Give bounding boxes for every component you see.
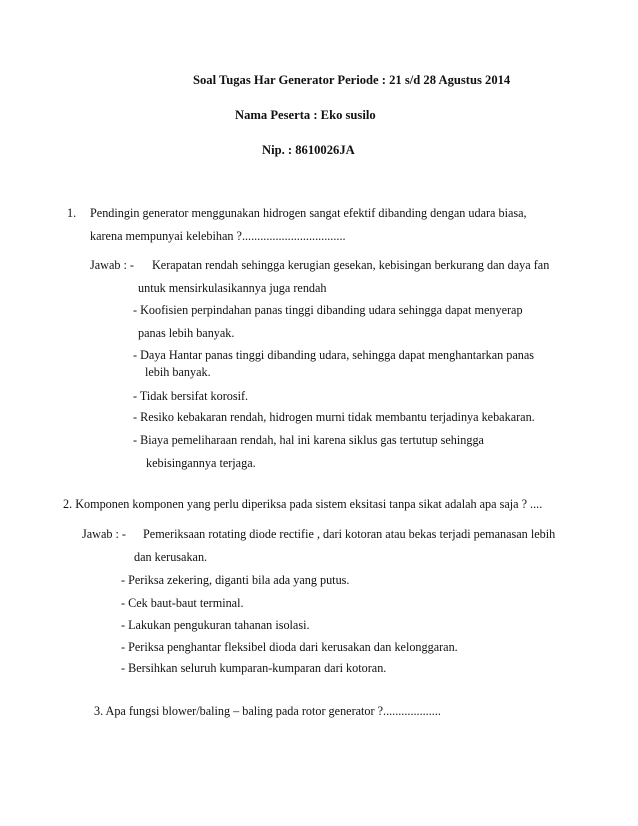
question-3: 3. Apa fungsi blower/baling – baling pada rotor generator ?................... <box>94 704 441 718</box>
answer-item-continued: lebih banyak. <box>145 365 211 379</box>
answer-label: Jawab : - <box>82 527 126 541</box>
answer-item-continued: kebisingannya terjaga. <box>146 456 256 470</box>
answer-item: Pemeriksaan rotating diode rectifie , dari kotoran atau bekas terjadi pemanasan lebih <box>143 527 556 541</box>
participant-name: Nama Peserta : Eko susilo <box>235 108 376 122</box>
question-text: Pendingin generator menggunakan hidrogen sangat efektif dibanding dengan udara biasa, <box>90 206 527 220</box>
answer-item: - Bersihkan seluruh kumparan-kumparan dari kotoran. <box>121 661 387 675</box>
question-text: 2. Komponen komponen yang perlu diperiksa pada sistem eksitasi tanpa sikat adalah apa saja ? .... <box>63 497 543 511</box>
answer-item-continued: untuk mensirkulasikannya juga rendah <box>138 281 327 295</box>
answer-item-continued: dan kerusakan. <box>134 550 208 564</box>
answer-item: - Daya Hantar panas tinggi dibanding udara, sehingga dapat menghantarkan panas <box>133 348 535 362</box>
answer-item: - Tidak bersifat korosif. <box>133 389 249 403</box>
answer-item: - Biaya pemeliharaan rendah, hal ini karena siklus gas tertutup sehingga <box>133 433 484 447</box>
answer-item: Kerapatan rendah sehingga kerugian gesekan, kebisingan berkurang dan daya fan <box>152 258 550 272</box>
answer-item-continued: panas lebih banyak. <box>138 326 235 340</box>
answer-item: - Resiko kebakaran rendah, hidrogen murni tidak membantu terjadinya kebakaran. <box>133 410 535 424</box>
answer-item: - Cek baut-baut terminal. <box>121 596 244 610</box>
participant-nip: Nip. : 8610026JA <box>262 143 355 157</box>
answer-item: - Periksa zekering, diganti bila ada yang putus. <box>121 573 350 587</box>
question-text-continued: karena mempunyai kelebihan ?.................................. <box>90 229 346 243</box>
answer-item: - Lakukan pengukuran tahanan isolasi. <box>121 618 310 632</box>
answer-item: - Koofisien perpindahan panas tinggi dibanding udara sehingga dapat menyerap <box>133 303 523 317</box>
answer-label: Jawab : - <box>90 258 134 272</box>
document-title: Soal Tugas Har Generator Periode : 21 s/d 28 Agustus 2014 <box>193 73 511 87</box>
answer-item: - Periksa penghantar fleksibel dioda dari kerusakan dan kelonggaran. <box>121 640 458 654</box>
question-number: 1. <box>67 206 77 220</box>
